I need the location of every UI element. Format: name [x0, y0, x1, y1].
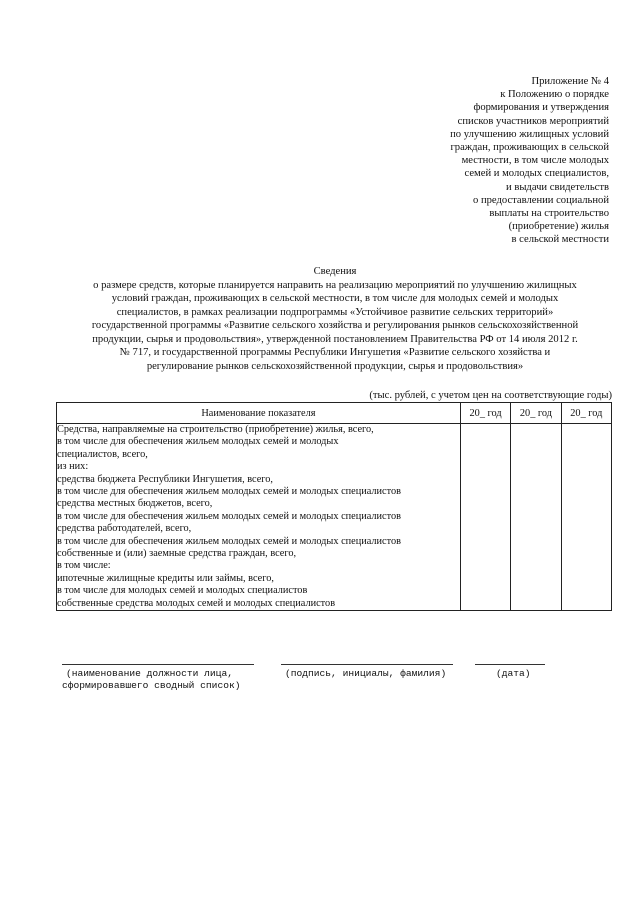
units-note: (тыс. рублей, с учетом цен на соответствующие годы)	[369, 390, 612, 401]
indicator-line: средства работодателей, всего,	[57, 523, 192, 535]
description-line: регулирование рынков сельскохозяйственной продукции, сырья и продовольствия»	[146, 360, 524, 372]
indicator-line: средства бюджета Республики Ингушетия, всего,	[57, 473, 273, 485]
column-header-year: 20_ год	[460, 403, 510, 424]
date-caption: (дата)	[496, 668, 531, 679]
signature-line	[281, 664, 453, 665]
indicator-line: Средства, направляемые на строительство (приобретение) жилья, всего,	[57, 424, 374, 435]
indicator-line: в том числе для молодых семей и молодых специалистов	[57, 585, 308, 597]
date-line	[475, 664, 545, 665]
indicator-line: из них:	[57, 461, 89, 473]
annex-line: в сельской местности	[511, 234, 609, 246]
table-header-row	[57, 403, 612, 424]
column-header-indicator: Наименование показателя	[57, 403, 461, 424]
year-value-cell[interactable]	[460, 424, 510, 611]
column-header-year: 20_ год	[561, 403, 611, 424]
description-line: специалистов, в рамках реализации подпрограммы «Устойчивое развитие сельских территорий»	[116, 306, 554, 318]
document-heading	[40, 265, 630, 373]
funding-table	[56, 402, 612, 611]
indicator-cell	[57, 424, 461, 611]
position-caption: (наименование должности лица,	[66, 668, 233, 679]
annex-line: Приложение № 4	[531, 76, 609, 87]
document-description	[40, 279, 630, 374]
indicator-line: средства местных бюджетов, всего,	[57, 498, 213, 510]
indicator-line: в том числе:	[57, 560, 111, 572]
indicator-line: в том числе для обеспечения жильем молодых семей и молодых специалистов	[57, 510, 401, 522]
indicator-line: специалистов, всего,	[57, 448, 148, 460]
indicator-line: собственные средства молодых семей и молодых специалистов	[57, 597, 336, 609]
annex-line: формирования и утверждения	[473, 102, 609, 114]
year-value-cell[interactable]	[561, 424, 611, 611]
indicator-line: собственные и (или) заемные средства граждан, всего,	[57, 548, 297, 560]
annex-line: граждан, проживающих в сельской	[450, 142, 609, 154]
document-title: Сведения	[313, 266, 357, 277]
position-caption-continued: сформировавшего сводный список)	[62, 680, 241, 691]
annex-line: семей и молодых специалистов,	[464, 168, 609, 180]
annex-line: (приобретение) жилья	[508, 221, 609, 233]
description-line: № 717, и государственной программы Республики Ингушетия «Развитие сельского хозяйства и	[119, 347, 551, 358]
indicator-line: в том числе для обеспечения жильем молодых семей и молодых специалистов	[57, 535, 401, 547]
annex-line: выплаты на строительство	[489, 208, 609, 220]
column-header-year: 20_ год	[511, 403, 561, 424]
description-line: государственной программы «Развитие сельского хозяйства и регулирования рынков сельскохозяйственной	[91, 320, 579, 331]
annex-header	[450, 75, 609, 247]
signature-caption: (подпись, инициалы, фамилия)	[285, 668, 447, 679]
indicator-line: в том числе для обеспечения жильем молодых семей и молодых	[57, 436, 339, 448]
description-line: продукции, сырья и продовольствия», утвержденной постановлением Правительства РФ от 14 июля 2012 г.	[92, 333, 578, 345]
annex-line: к Положению о порядке	[500, 89, 609, 101]
annex-line: местности, в том числе молодых	[461, 155, 609, 167]
indicator-line: в том числе для обеспечения жильем молодых семей и молодых специалистов	[57, 486, 401, 498]
annex-line: по улучшению жилищных условий	[450, 128, 609, 140]
annex-line: и выдачи свидетельств	[506, 181, 609, 193]
annex-line: о предоставлении социальной	[473, 194, 609, 206]
description-line: о размере средств, которые планируется направить на реализацию мероприятий по улучшению жилищных	[93, 279, 577, 291]
annex-line: списков участников мероприятий	[457, 115, 609, 127]
position-signature-line	[62, 664, 254, 665]
indicator-line: ипотечные жилищные кредиты или займы, всего,	[57, 572, 274, 584]
description-line: условий граждан, проживающих в сельской местности, в том числе для молодых семей и молодых	[111, 293, 559, 304]
table-row	[57, 424, 612, 611]
year-value-cell[interactable]	[511, 424, 561, 611]
